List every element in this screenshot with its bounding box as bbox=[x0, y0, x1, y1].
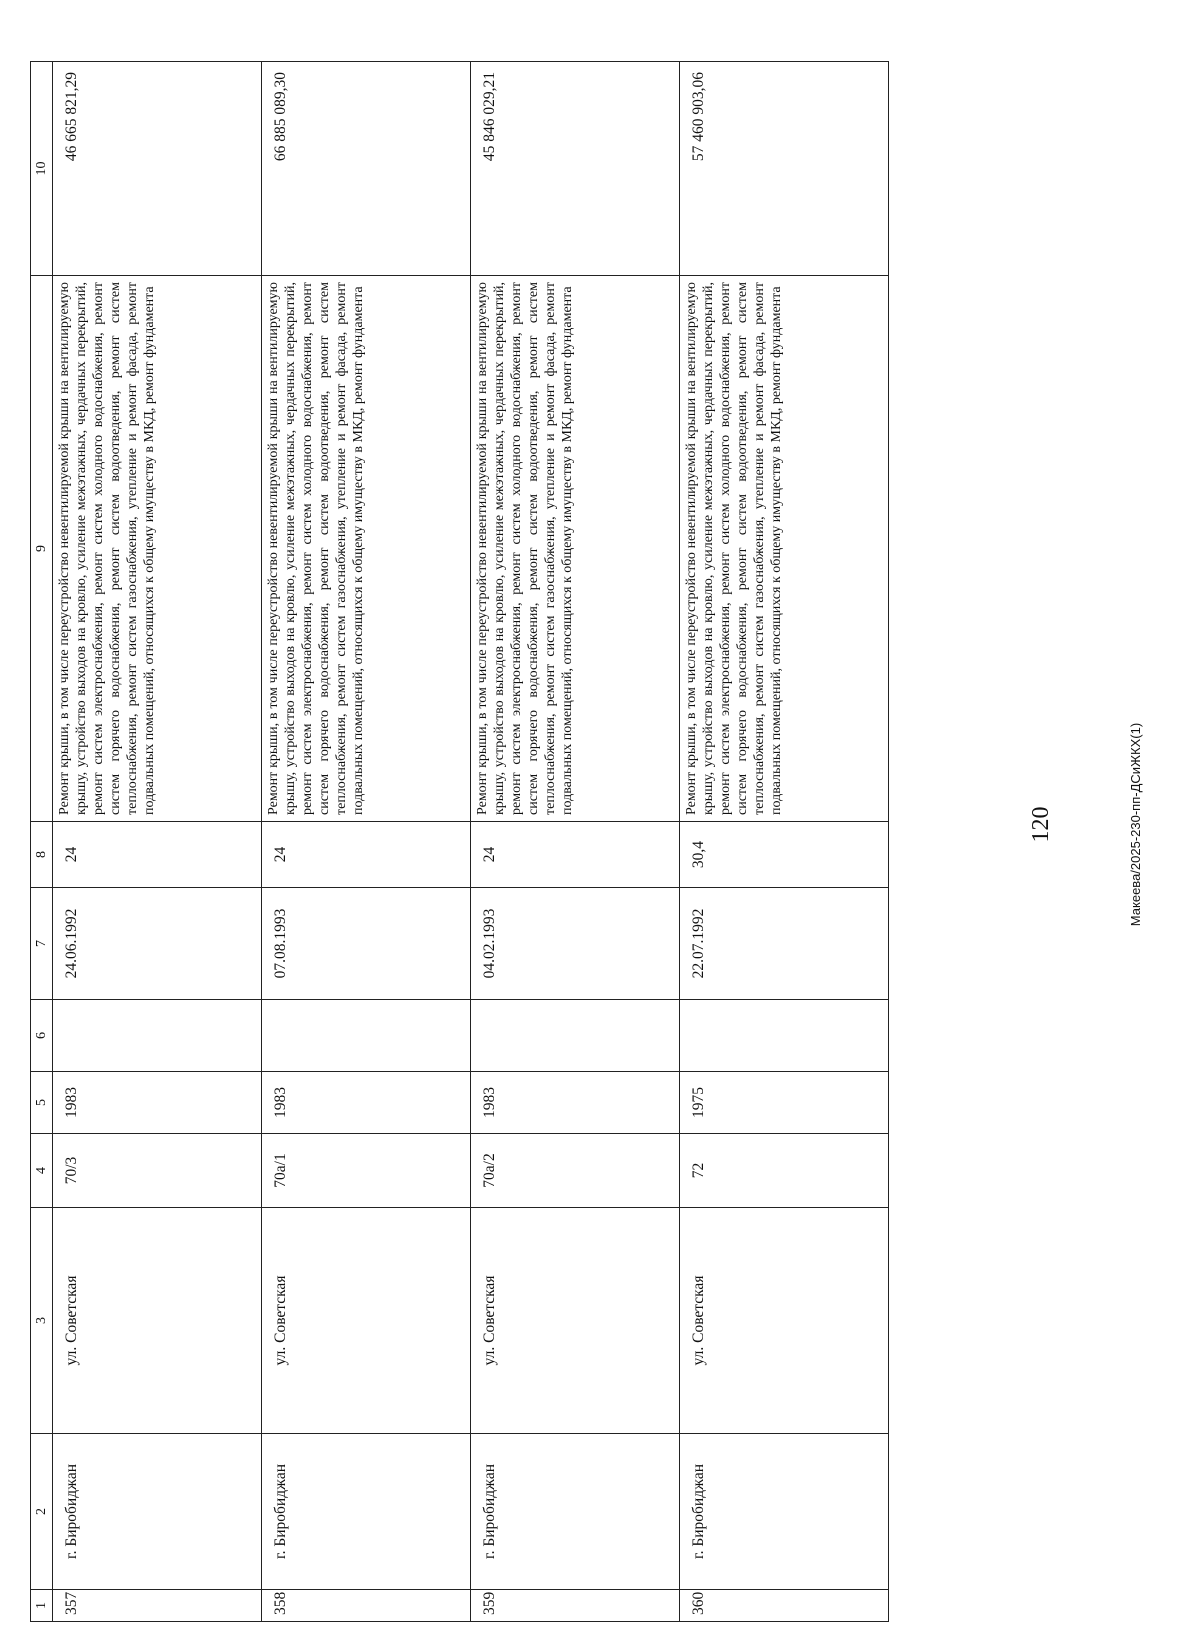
city-cell: г. Биробиджан bbox=[53, 1434, 262, 1590]
value-cell: 30,4 bbox=[680, 822, 889, 888]
year-cell: 1983 bbox=[53, 1072, 262, 1134]
date-cell: 22.07.1992 bbox=[680, 888, 889, 1000]
city-cell: г. Биробиджан bbox=[680, 1434, 889, 1590]
date-cell: 04.02.1993 bbox=[471, 888, 680, 1000]
cost-cell: 66 885 089,30 bbox=[262, 62, 471, 276]
street-cell: ул. Советская bbox=[680, 1208, 889, 1434]
column-6-cell bbox=[262, 1000, 471, 1072]
cost-cell: 45 846 029,21 bbox=[471, 62, 680, 276]
column-number: 9 bbox=[31, 276, 53, 822]
column-number: 5 bbox=[31, 1072, 53, 1134]
row-number: 357 bbox=[53, 1590, 262, 1622]
column-number: 3 bbox=[31, 1208, 53, 1434]
column-number: 2 bbox=[31, 1434, 53, 1590]
value-cell: 24 bbox=[53, 822, 262, 888]
house-number-cell: 70а/2 bbox=[471, 1134, 680, 1208]
table-row bbox=[471, 62, 680, 1622]
date-cell: 24.06.1992 bbox=[53, 888, 262, 1000]
value-cell: 24 bbox=[262, 822, 471, 888]
document-footer-code: Макеева/2025-230-пп-ДСиЖКХ(1) bbox=[1128, 722, 1143, 927]
cost-cell: 57 460 903,06 bbox=[680, 62, 889, 276]
cost-cell: 46 665 821,29 bbox=[53, 62, 262, 276]
page-number: 120 bbox=[1028, 806, 1054, 843]
street-cell: ул. Советская bbox=[262, 1208, 471, 1434]
table-row bbox=[680, 62, 889, 1622]
year-cell: 1975 bbox=[680, 1072, 889, 1134]
city-cell: г. Биробиджан bbox=[262, 1434, 471, 1590]
table-row bbox=[262, 62, 471, 1622]
house-number-cell: 70/3 bbox=[53, 1134, 262, 1208]
column-number-row bbox=[31, 62, 53, 1622]
table-row bbox=[53, 62, 262, 1622]
column-number: 10 bbox=[31, 62, 53, 276]
works-description-cell: Ремонт крыши, в том числе переустройство невентилируемой крыши на вентилируемую крышу, устройство выходов на кровлю, усиление межэтажных, чердачных перекрытий, ремонт систем электроснабжения, ремонт систем холодного водоснабжения, ремонт систем горячего водоснабжения, ремонт систем водоотведения, ремонт систем теплоснабжения, ремонт систем газоснабжения, утепление и ремонт фасада, ремонт подвальных помещений, относящихся к общему имуществу в МКД, ремонт фундамента bbox=[53, 276, 262, 822]
repair-works-table bbox=[30, 61, 889, 1622]
works-description-cell: Ремонт крыши, в том числе переустройство невентилируемой крыши на вентилируемую крышу, устройство выходов на кровлю, усиление межэтажных, чердачных перекрытий, ремонт систем электроснабжения, ремонт систем холодного водоснабжения, ремонт систем горячего водоснабжения, ремонт систем водоотведения, ремонт систем теплоснабжения, ремонт систем газоснабжения, утепление и ремонт фасада, ремонт подвальных помещений, относящихся к общему имуществу в МКД, ремонт фундамента bbox=[680, 276, 889, 822]
column-number: 7 bbox=[31, 888, 53, 1000]
column-number: 6 bbox=[31, 1000, 53, 1072]
row-number: 358 bbox=[262, 1590, 471, 1622]
column-6-cell bbox=[53, 1000, 262, 1072]
house-number-cell: 70а/1 bbox=[262, 1134, 471, 1208]
street-cell: ул. Советская bbox=[53, 1208, 262, 1434]
value-cell: 24 bbox=[471, 822, 680, 888]
date-cell: 07.08.1993 bbox=[262, 888, 471, 1000]
works-description-cell: Ремонт крыши, в том числе переустройство невентилируемой крыши на вентилируемую крышу, устройство выходов на кровлю, усиление межэтажных, чердачных перекрытий, ремонт систем электроснабжения, ремонт систем холодного водоснабжения, ремонт систем горячего водоснабжения, ремонт систем водоотведения, ремонт систем теплоснабжения, ремонт систем газоснабжения, утепление и ремонт фасада, ремонт подвальных помещений, относящихся к общему имуществу в МКД, ремонт фундамента bbox=[262, 276, 471, 822]
row-number: 360 bbox=[680, 1590, 889, 1622]
column-number: 8 bbox=[31, 822, 53, 888]
year-cell: 1983 bbox=[262, 1072, 471, 1134]
house-number-cell: 72 bbox=[680, 1134, 889, 1208]
column-6-cell bbox=[471, 1000, 680, 1072]
column-number: 1 bbox=[31, 1590, 53, 1622]
year-cell: 1983 bbox=[471, 1072, 680, 1134]
column-number: 4 bbox=[31, 1134, 53, 1208]
works-description-cell: Ремонт крыши, в том числе переустройство невентилируемой крыши на вентилируемую крышу, устройство выходов на кровлю, усиление межэтажных, чердачных перекрытий, ремонт систем электроснабжения, ремонт систем холодного водоснабжения, ремонт систем горячего водоснабжения, ремонт систем водоотведения, ремонт систем теплоснабжения, ремонт систем газоснабжения, утепление и ремонт фасада, ремонт подвальных помещений, относящихся к общему имуществу в МКД, ремонт фундамента bbox=[471, 276, 680, 822]
street-cell: ул. Советская bbox=[471, 1208, 680, 1434]
city-cell: г. Биробиджан bbox=[471, 1434, 680, 1590]
row-number: 359 bbox=[471, 1590, 680, 1622]
column-6-cell bbox=[680, 1000, 889, 1072]
